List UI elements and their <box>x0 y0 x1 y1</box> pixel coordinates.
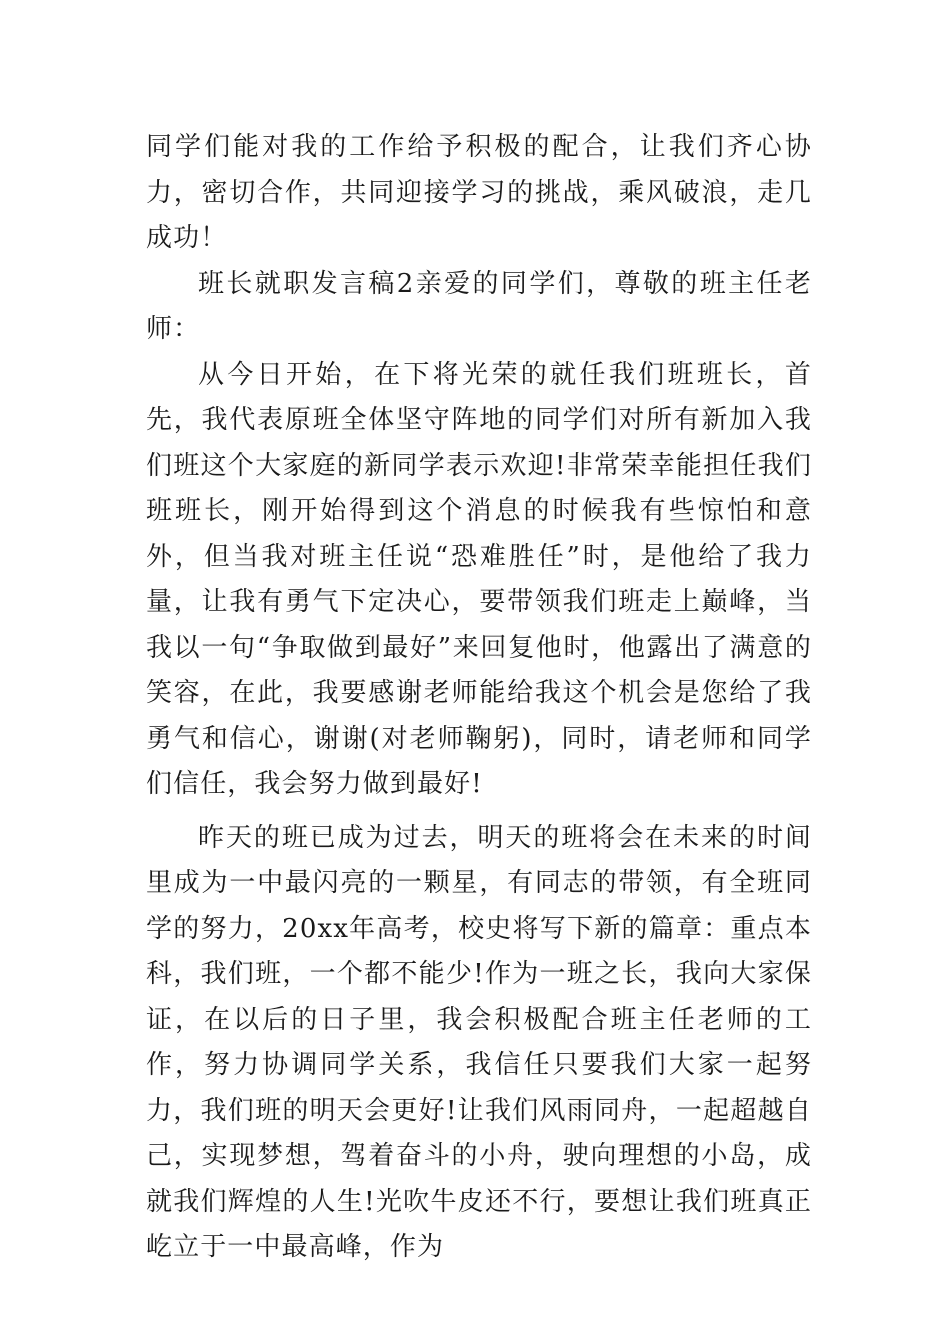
paragraph-future-goals: 昨天的班已成为过去，明天的班将会在未来的时间里成为一中最闪亮的一颗星，有同志的带领，有全班同学的努力，20xx年高考，校史将写下新的篇章：重点本科，我们班，一个都不能少!作为一班之长，我向大家保证，在以后的日子里，我会积极配合班主任老师的工作，努力协调同学关系，我信任只要我们大家一起努力，我们班的明天会更好!让我们风雨同舟，一起超越自己，实现梦想，驾着奋斗的小舟，驶向理想的小岛，成就我们辉煌的人生!光吹牛皮还不行，要想让我们班真正屹立于一中最高峰，作为 <box>146 822 812 1262</box>
paragraph-introduction: 从今日开始，在下将光荣的就任我们班班长，首先，我代表原班全体坚守阵地的同学们对所有新加入我们班这个大家庭的新同学表示欢迎!非常荣幸能担任我们班班长，刚开始得到这个消息的时候我有些惊怕和意外，但当我对班主任说“恐难胜任”时，是他给了我力量，让我有勇气下定决心，要带领我们班走上巅峰，当我以一句“争取做到最好”来回复他时，他露出了满意的笑容，在此，我要感谢老师能给我这个机会是您给了我勇气和信心，谢谢(对老师鞠躬)，同时，请老师和同学们信任，我会努力做到最好! <box>146 359 812 799</box>
document-body <box>146 125 812 1271</box>
paragraph-continuation: 同学们能对我的工作给予积极的配合，让我们齐心协力，密切合作，共同迎接学习的挑战，乘风破浪，走几成功！ <box>146 132 812 253</box>
paragraph-speech-title: 班长就职发言稿2亲爱的同学们，尊敬的班主任老师： <box>146 268 812 344</box>
